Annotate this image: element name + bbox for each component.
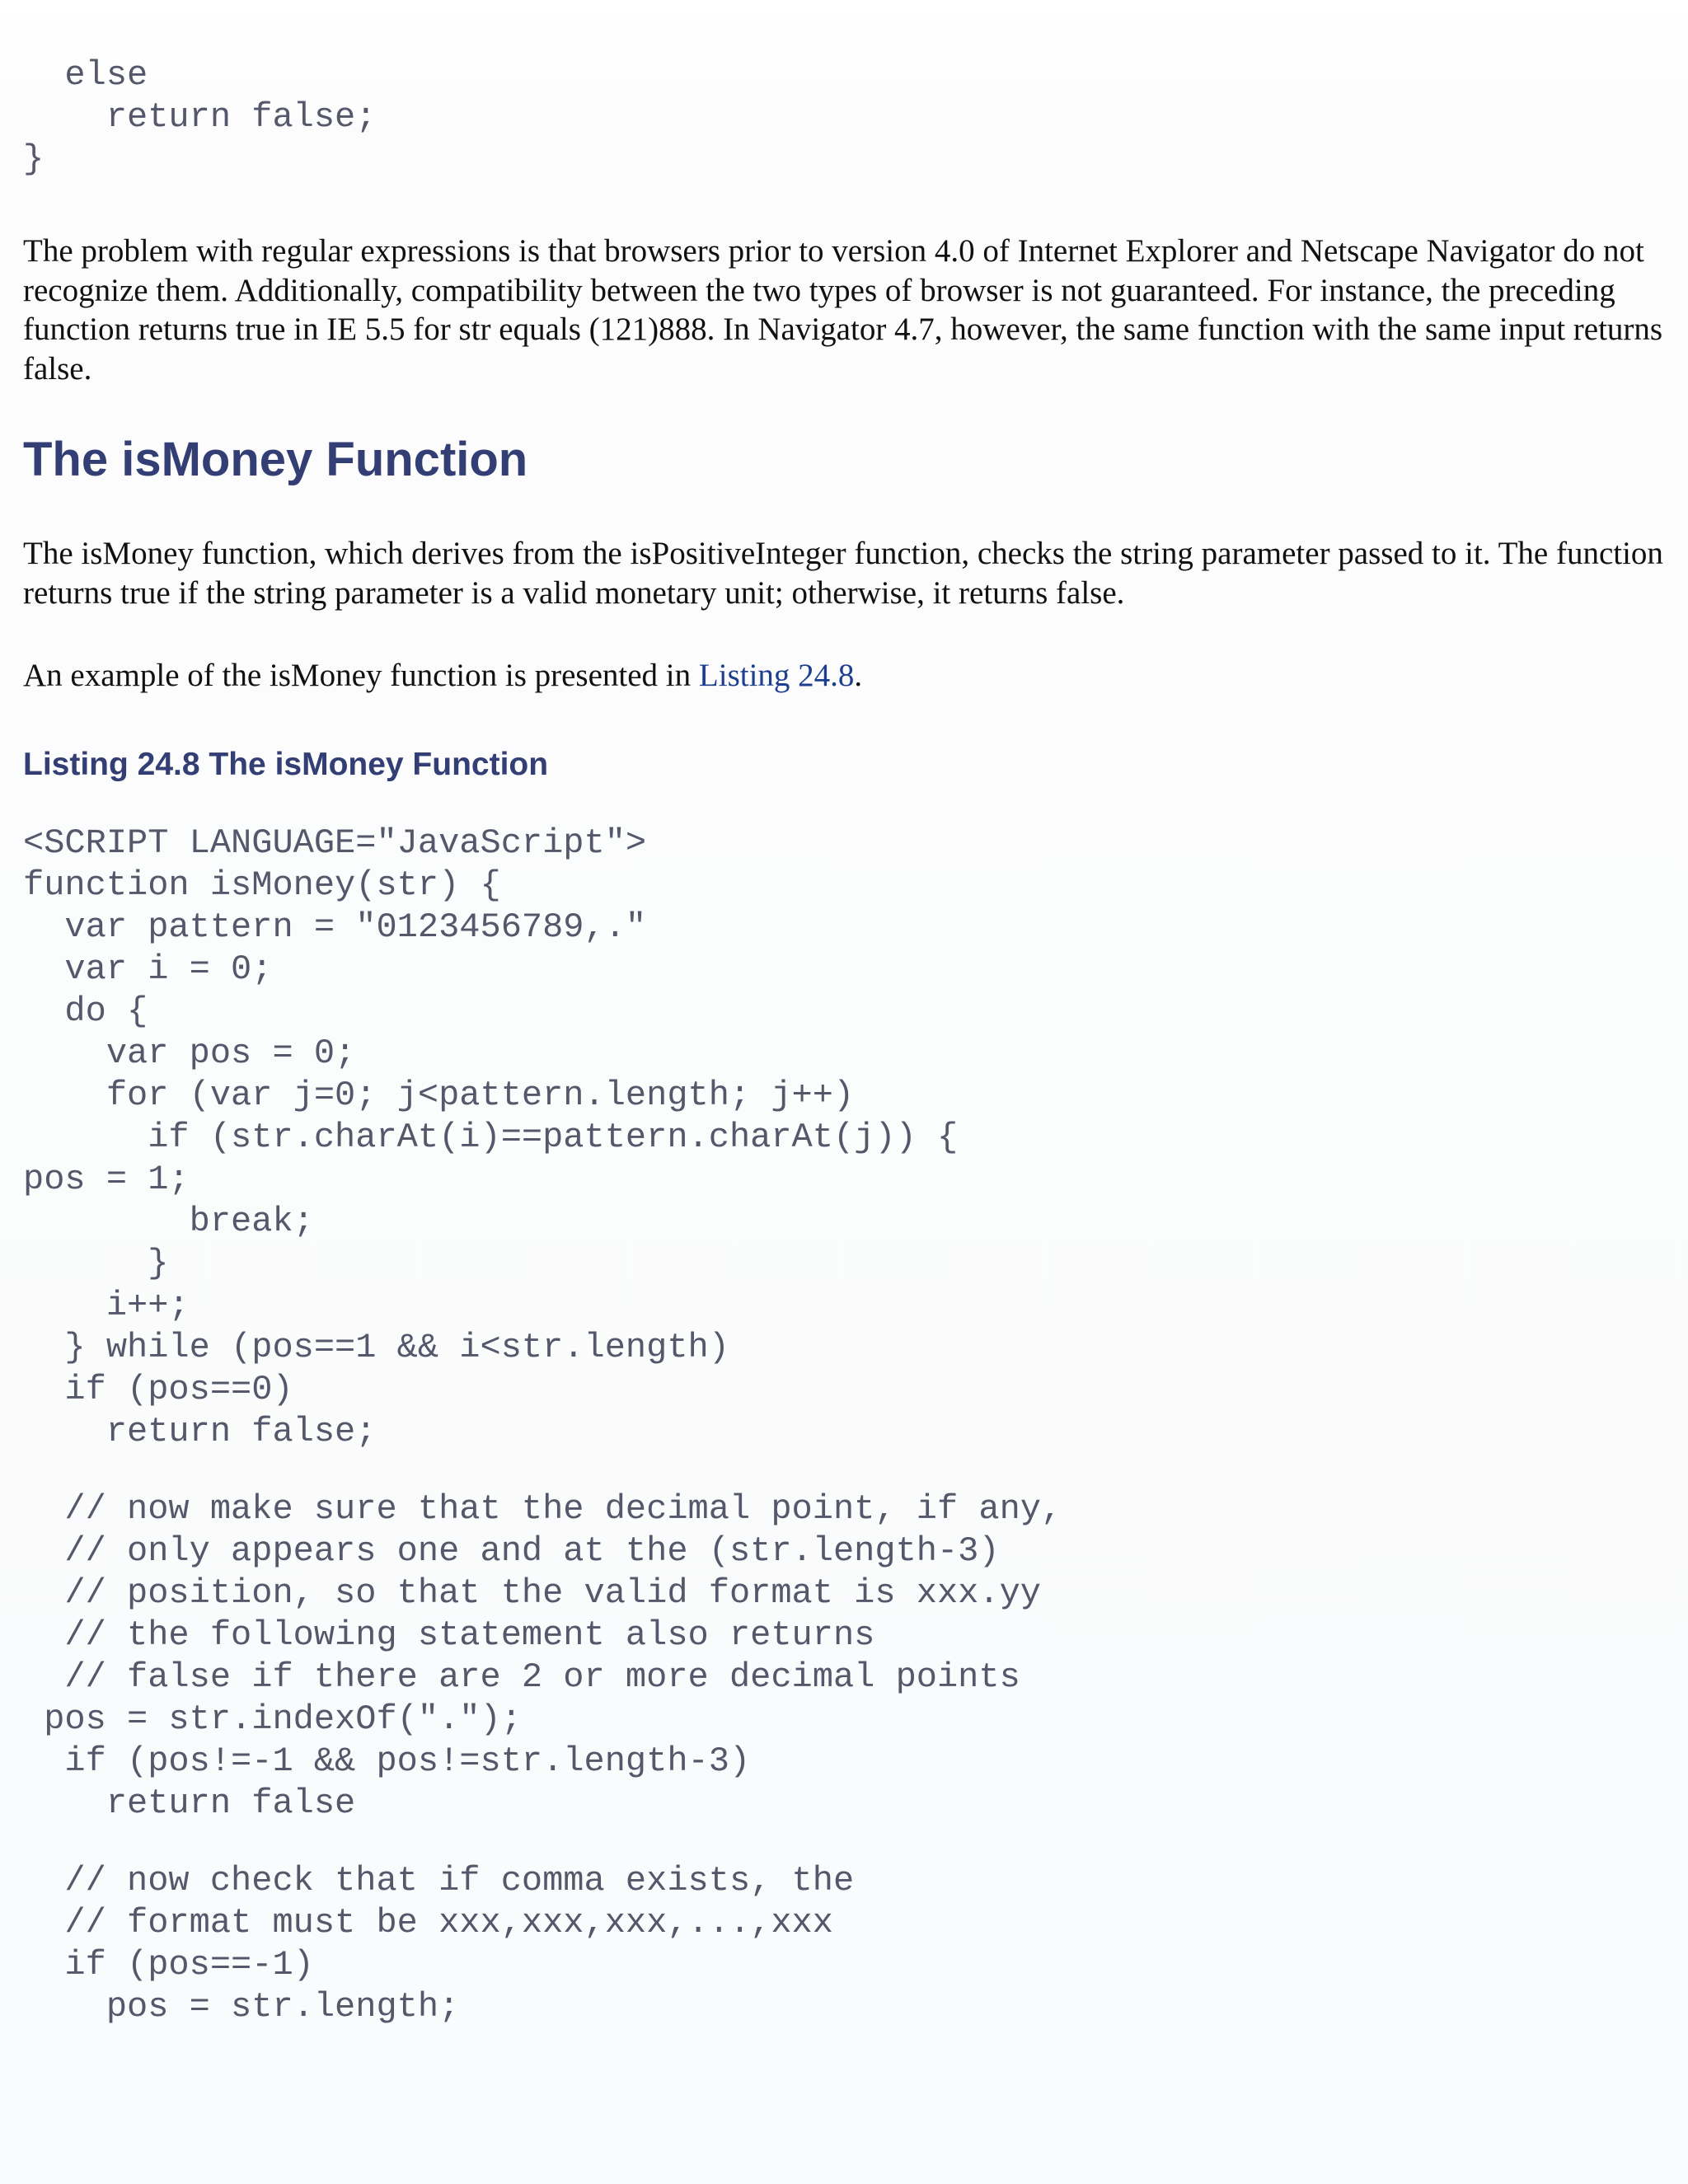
paragraph-regex-compat: The problem with regular expressions is that browsers prior to version 4.0 of Internet Explorer and Netscape Navigator do not recognize them. Additionally, compatibility between the two types of browser is not guaranteed. For instance, the preceding function returns true in IE 5.5 for str equals (121)888. In Navigator 4.7, however, the same function with the same input returns false.	[23, 233, 1663, 387]
code-line: break;	[23, 1202, 314, 1241]
code-line: pos = str.length;	[23, 1987, 460, 2027]
listing-link[interactable]: Listing 24.8	[698, 658, 855, 693]
code-line: pos = str.indexOf(".");	[23, 1699, 522, 1739]
code-listing-part3	[23, 1860, 854, 2028]
code-block-top	[23, 54, 376, 180]
code-line: if (pos==0)	[23, 1370, 293, 1409]
paragraph-text-end: .	[854, 658, 863, 693]
code-line: if (str.charAt(i)==pattern.charAt(j)) {	[23, 1118, 959, 1157]
code-line: var i = 0;	[23, 949, 273, 989]
code-line: return false;	[23, 97, 377, 137]
code-line: } while (pos==1 && i<str.length)	[23, 1328, 729, 1367]
code-line: for (var j=0; j<pattern.length; j++)	[23, 1076, 855, 1115]
code-line: // format must be xxx,xxx,xxx,...,xxx	[23, 1903, 833, 1943]
code-line: if (pos==-1)	[23, 1945, 314, 1985]
code-line: function isMoney(str) {	[23, 865, 501, 905]
paragraph-ismoney-description: The isMoney function, which derives from the isPositiveInteger function, checks the string parameter passed to it. The function returns true if the string parameter is a valid monetary unit; otherwise, it returns false.	[23, 536, 1663, 611]
code-line: pos = 1;	[23, 1160, 190, 1199]
code-listing-part2	[23, 1488, 1062, 1825]
code-line: // only appears one and at the (str.length-3)	[23, 1531, 1000, 1571]
paragraph-text: An example of the isMoney function is presented in	[23, 658, 699, 693]
code-line: // now check that if comma exists, the	[23, 1861, 855, 1900]
code-line: // now make sure that the decimal point, if any,	[23, 1489, 1062, 1529]
code-line: var pos = 0;	[23, 1033, 356, 1073]
code-line: return false	[23, 1783, 356, 1823]
code-line: if (pos!=-1 && pos!=str.length-3)	[23, 1741, 751, 1781]
section-heading: The isMoney Function	[23, 433, 528, 486]
listing-title: Listing 24.8 The isMoney Function	[23, 747, 549, 782]
code-line: // false if there are 2 or more decimal points	[23, 1657, 1020, 1697]
code-line: <SCRIPT LANGUAGE="JavaScript">	[23, 823, 647, 863]
code-line: // position, so that the valid format is xxx.yy	[23, 1573, 1042, 1613]
code-listing-part1	[23, 823, 958, 1453]
code-line: }	[23, 139, 45, 179]
code-line: do {	[23, 991, 148, 1031]
code-line: var pattern = "0123456789,."	[23, 907, 647, 947]
code-line: i++;	[23, 1286, 190, 1325]
code-line: return false;	[23, 1412, 377, 1451]
code-line: else	[23, 55, 148, 95]
code-line: }	[23, 1244, 169, 1283]
code-line: // the following statement also returns	[23, 1615, 875, 1655]
paragraph-example-reference	[23, 656, 1663, 696]
